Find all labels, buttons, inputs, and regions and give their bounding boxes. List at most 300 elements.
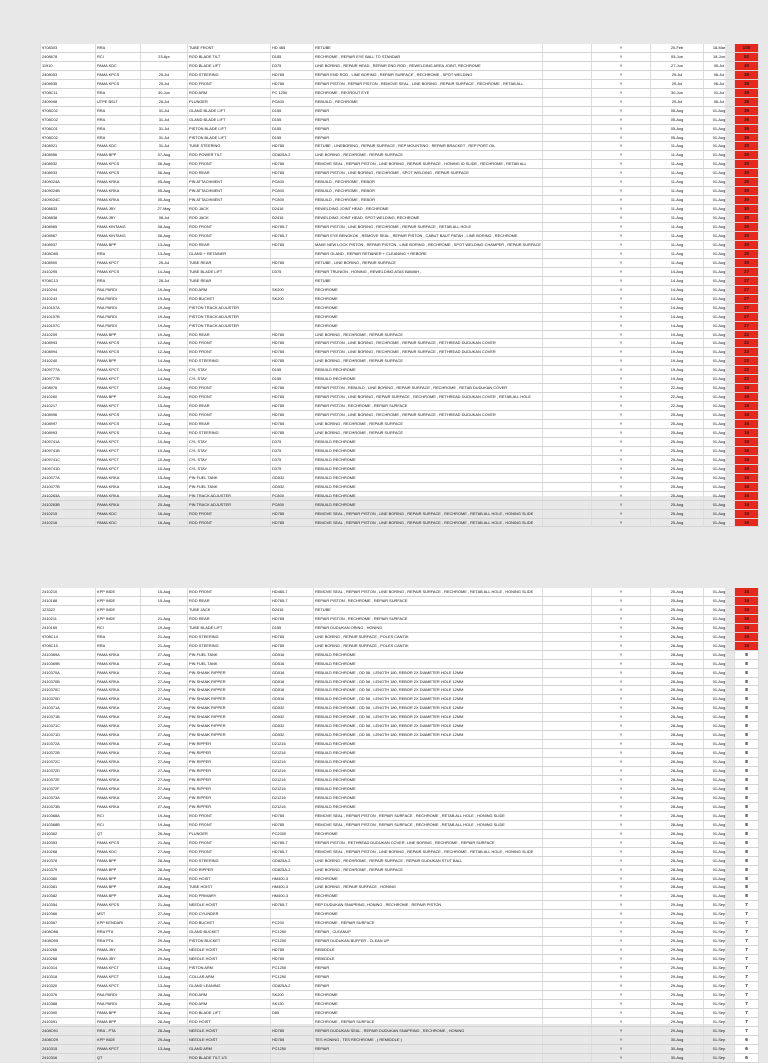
days-count-cell: 30 xyxy=(735,187,759,196)
job-description-cell: REPAIR DUDUKAN SEAL , REPAIR DUDUKAN SNAPRING , RECHROME , HONING xyxy=(314,1026,543,1035)
days-count-cell: 8 xyxy=(735,650,759,659)
plan-date-cell: 01-Aug xyxy=(704,258,735,267)
table-row xyxy=(41,464,759,473)
status-flag-cell: Y xyxy=(592,928,651,937)
status-flag-cell: Y xyxy=(592,1017,651,1026)
table-row xyxy=(41,214,759,223)
wo-number-cell: 2410188 xyxy=(41,596,96,605)
days-count-cell: 8 xyxy=(735,704,759,713)
received-date-cell: 27-Aug xyxy=(141,731,188,740)
table-row xyxy=(41,151,759,160)
wo-number-cell: 2410157C xyxy=(41,321,96,330)
received-date-cell: 19-Aug xyxy=(141,321,188,330)
part-name-cell: ROD PRIMARY xyxy=(188,892,271,901)
status-flag-cell: Y xyxy=(592,883,651,892)
part-name-cell: PIN SHANK RIPPER xyxy=(188,722,271,731)
days-count-cell: 30 xyxy=(735,214,759,223)
part-name-cell: CYL STAY xyxy=(188,437,271,446)
table-row xyxy=(41,79,759,88)
target-date-cell: 11-Aug xyxy=(651,214,704,223)
plan-date-cell: 01-Sep xyxy=(704,946,735,955)
target-date-cell: 19-Aug xyxy=(651,375,704,384)
plan-date-cell: 01-Sep xyxy=(704,1053,735,1062)
plan-date-cell: 01-Aug xyxy=(704,668,735,677)
plan-date-cell: 01-Aug xyxy=(704,874,735,883)
customer-cell: PAMA KRKA xyxy=(96,793,141,802)
job-description-cell: REPAIR PISTON , RECHROME , REPAIR SURFACE xyxy=(314,402,543,411)
status-flag-cell: Y xyxy=(592,70,651,79)
part-name-cell: TUBE BLADE LIFT xyxy=(188,623,271,632)
days-count-cell: 8 xyxy=(735,847,759,856)
wo-number-cell: 2410370A xyxy=(41,668,96,677)
notes-cell xyxy=(543,312,592,321)
status-flag-cell: Y xyxy=(592,464,651,473)
received-date-cell: 08-Aug xyxy=(141,223,188,232)
job-description-cell: REBUILD , RECHROME , REBOR xyxy=(314,178,543,187)
wo-number-cell: 2410368B xyxy=(41,820,96,829)
part-name-cell: ROD BLADE LIFT xyxy=(188,1008,271,1017)
received-date-cell: 28-Aug xyxy=(141,990,188,999)
table-row xyxy=(41,393,759,402)
target-date-cell: 05-Aug xyxy=(651,115,704,124)
target-date-cell: 28-Aug xyxy=(651,784,704,793)
days-count-cell: 8 xyxy=(735,749,759,758)
table-row xyxy=(41,1044,759,1053)
status-flag-cell: Y xyxy=(592,874,651,883)
part-name-cell: ROD FRONT xyxy=(188,160,271,169)
table-row xyxy=(41,223,759,232)
target-date-cell: 29-Jul xyxy=(651,97,704,106)
target-date-cell: 28-Aug xyxy=(651,793,704,802)
job-description-cell: REBUILD RECHROME xyxy=(314,375,543,384)
notes-cell xyxy=(543,321,592,330)
days-count-cell: 6 xyxy=(735,1053,759,1062)
table-row xyxy=(41,847,759,856)
wo-number-cell: 2408O95 xyxy=(41,937,96,946)
notes-cell xyxy=(543,437,592,446)
customer-cell: RRA - PTA xyxy=(96,1026,141,1035)
received-date-cell: 31-Jul xyxy=(141,124,188,133)
days-count-cell: 27 xyxy=(735,312,759,321)
unit-model-cell: GD532 xyxy=(271,731,314,740)
table-row xyxy=(41,428,759,437)
notes-cell xyxy=(543,240,592,249)
wo-number-cell: 2408996 xyxy=(41,411,96,420)
notes-cell xyxy=(543,856,592,865)
wo-number-cell: 2410215 xyxy=(41,509,96,518)
received-date-cell: 21-Aug xyxy=(141,901,188,910)
target-date-cell: 28-Aug xyxy=(651,659,704,668)
wo-number-cell: 2410388 xyxy=(41,999,96,1008)
wo-number-cell: 2410372F xyxy=(41,784,96,793)
plan-date-cell: 01-Aug xyxy=(704,402,735,411)
notes-cell xyxy=(543,491,592,500)
part-name-cell: PISTON BLADE LIFT xyxy=(188,124,271,133)
days-count-cell: 27 xyxy=(735,303,759,312)
plan-date-cell: 01-Aug xyxy=(704,758,735,767)
part-name-cell: ROD FRONT xyxy=(188,518,271,527)
plan-date-cell: 06-Jul xyxy=(704,97,735,106)
customer-cell: PAMA KRKA xyxy=(96,473,141,482)
plan-date-cell: 01-Aug xyxy=(704,249,735,258)
received-date-cell: 13-Aug xyxy=(141,964,188,973)
status-flag-cell: Y xyxy=(592,722,651,731)
wo-number-cell: 2409741A xyxy=(41,437,96,446)
status-flag-cell: Y xyxy=(592,232,651,241)
days-count-cell: 22 xyxy=(735,366,759,375)
table-row xyxy=(41,865,759,874)
customer-cell: PAMA KPCS xyxy=(96,901,141,910)
status-flag-cell: Y xyxy=(592,402,651,411)
notes-cell xyxy=(543,79,592,88)
wo-number-cell: 2410373A xyxy=(41,793,96,802)
wo-number-cell: 2408O29 xyxy=(41,1035,96,1044)
part-name-cell: PIN FUEL TANK xyxy=(188,650,271,659)
received-date-cell: 28-Aug xyxy=(141,856,188,865)
days-count-cell: 36 xyxy=(735,133,759,142)
job-description-cell: REBUILD RECHROME xyxy=(314,740,543,749)
wo-number-cell: 2410211 xyxy=(41,614,96,623)
days-count-cell: 8 xyxy=(735,668,759,677)
wo-number-cell: 9708C13 xyxy=(41,276,96,285)
status-flag-cell: Y xyxy=(592,981,651,990)
received-date-cell: 28-Aug xyxy=(141,1017,188,1026)
received-date-cell: 10-Aug xyxy=(141,446,188,455)
customer-cell: PAMA KPCS xyxy=(96,420,141,429)
wo-number-cell: 2410362 xyxy=(41,829,96,838)
part-name-cell: PISTON BLADE LIFT xyxy=(188,133,271,142)
customer-cell: PAMA KDC xyxy=(96,509,141,518)
job-description-cell: RECHROME xyxy=(314,312,543,321)
notes-cell xyxy=(543,205,592,214)
part-name-cell: GLAND BUCKET xyxy=(188,928,271,937)
unit-model-cell xyxy=(271,1053,314,1062)
target-date-cell: 28-Aug xyxy=(651,865,704,874)
table-row xyxy=(41,267,759,276)
status-flag-cell: Y xyxy=(592,650,651,659)
wo-number-cell: 9708C02 xyxy=(41,115,96,124)
part-name-cell: ROD HOIST xyxy=(188,1017,271,1026)
part-name-cell: ROD FRONT xyxy=(188,223,271,232)
status-flag-cell: Y xyxy=(592,793,651,802)
status-flag-cell: Y xyxy=(592,632,651,641)
part-name-cell: ROD FRONT xyxy=(188,820,271,829)
part-name-cell: ROD FRONT xyxy=(188,384,271,393)
status-flag-cell: Y xyxy=(592,52,651,61)
days-count-cell: 15 xyxy=(735,623,759,632)
customer-cell: RRA xyxy=(96,249,141,258)
unit-model-cell: D21216 xyxy=(271,776,314,785)
received-date-cell: 14-Aug xyxy=(141,384,188,393)
plan-date-cell: 01-Sep xyxy=(704,919,735,928)
days-count-cell: 8 xyxy=(735,856,759,865)
wo-number-cell: 2408053 xyxy=(41,70,96,79)
status-flag-cell: Y xyxy=(592,142,651,151)
target-date-cell: 22-Aug xyxy=(651,384,704,393)
part-name-cell: PIN SHANK RIPPER xyxy=(188,677,271,686)
unit-model-cell: PC1250 xyxy=(271,937,314,946)
table-row xyxy=(41,686,759,695)
job-description-cell: RECHROME xyxy=(314,892,543,901)
wo-number-cell: 2410263B xyxy=(41,500,96,509)
wo-number-cell: 2410244 xyxy=(41,285,96,294)
plan-date-cell: 01-Aug xyxy=(704,321,735,330)
notes-cell xyxy=(543,1053,592,1062)
wo-number-cell: 2410353 xyxy=(41,838,96,847)
table-row xyxy=(41,946,759,955)
job-description-cell: LINE BORING , RECHROME , REPAIR SURFACE xyxy=(314,357,543,366)
job-description-cell: REBIDDLE xyxy=(314,955,543,964)
days-count-cell: 30 xyxy=(735,169,759,178)
notes-cell xyxy=(543,267,592,276)
plan-date-cell: 01-Aug xyxy=(704,892,735,901)
plan-date-cell: 01-Sep xyxy=(704,999,735,1008)
table-row xyxy=(41,52,759,61)
status-flag-cell: Y xyxy=(592,79,651,88)
days-count-cell: 15 xyxy=(735,632,759,641)
received-date-cell: 25-Jul xyxy=(141,258,188,267)
target-date-cell: 19-Aug xyxy=(651,330,704,339)
part-name-cell: ROD RIPPER xyxy=(188,865,271,874)
status-flag-cell: Y xyxy=(592,999,651,1008)
days-count-cell: 8 xyxy=(735,829,759,838)
part-name-cell: ROD REAR xyxy=(188,330,271,339)
status-flag-cell: Y xyxy=(592,641,651,650)
table-row xyxy=(41,133,759,142)
work-order-table xyxy=(40,44,759,527)
target-date-cell: 28-Aug xyxy=(651,847,704,856)
job-description-cell xyxy=(314,1053,543,1062)
table-row xyxy=(41,473,759,482)
part-name-cell: TUBE FRONT xyxy=(188,44,271,52)
part-name-cell: PIN RIPPER xyxy=(188,776,271,785)
notes-cell xyxy=(543,97,592,106)
part-name-cell: TUBE JACK xyxy=(188,605,271,614)
job-description-cell: REPAIR xyxy=(314,106,543,115)
status-flag-cell: Y xyxy=(592,820,651,829)
target-date-cell: 11-Aug xyxy=(651,249,704,258)
customer-cell: RRA xyxy=(96,44,141,52)
table-row xyxy=(41,829,759,838)
received-date-cell: 29-Aug xyxy=(141,946,188,955)
job-description-cell: REBUILD RECHROME , OD 56 , LENGTH 180, REBOR 2X DIAMETER HOLE 12MM xyxy=(314,686,543,695)
part-name-cell: ROD ARM xyxy=(188,88,271,97)
customer-cell: PAA PARDI xyxy=(96,999,141,1008)
target-date-cell: 29-Aug xyxy=(651,990,704,999)
received-date-cell: 29-Aug xyxy=(141,1035,188,1044)
job-description-cell: REBUILD RECHROME xyxy=(314,793,543,802)
wo-number-cell: 2410315 xyxy=(41,1044,96,1053)
status-flag-cell: Y xyxy=(592,393,651,402)
table-row xyxy=(41,420,759,429)
job-description-cell: REBUILD RECHROME xyxy=(314,650,543,659)
wo-number-cell: 2410368A xyxy=(41,811,96,820)
days-count-cell: 16 xyxy=(735,596,759,605)
part-name-cell: TUBE REAR xyxy=(188,258,271,267)
plan-date-cell: 01-Aug xyxy=(704,802,735,811)
target-date-cell: 25-Aug xyxy=(651,473,704,482)
notes-cell xyxy=(543,500,592,509)
plan-date-cell: 01-Aug xyxy=(704,160,735,169)
wo-number-cell: 2408965 xyxy=(41,223,96,232)
notes-cell xyxy=(543,713,592,722)
plan-date-cell: 01-Aug xyxy=(704,623,735,632)
unit-model-cell: PC800 xyxy=(271,97,314,106)
days-count-cell: 8 xyxy=(735,740,759,749)
status-flag-cell: Y xyxy=(592,865,651,874)
job-description-cell: REBIDDLE xyxy=(314,946,543,955)
days-count-cell: 16 xyxy=(735,464,759,473)
target-date-cell: 25-Aug xyxy=(651,482,704,491)
unit-model-cell: HD 465 xyxy=(271,44,314,52)
notes-cell xyxy=(543,420,592,429)
job-description-cell: REPAIR xyxy=(314,1044,543,1053)
wo-number-cell: 9708C01 xyxy=(41,124,96,133)
plan-date-cell: 01-Sep xyxy=(704,910,735,919)
plan-date-cell: 05-Jul xyxy=(704,61,735,70)
target-date-cell: 28-Aug xyxy=(651,749,704,758)
target-date-cell: 11-Aug xyxy=(651,160,704,169)
unit-model-cell: GD516 xyxy=(271,686,314,695)
received-date-cell: 19-Aug xyxy=(141,330,188,339)
customer-cell: PAA PARDI xyxy=(96,990,141,999)
received-date-cell: 27-Aug xyxy=(141,802,188,811)
part-name-cell: GLAND + RETAINER xyxy=(188,249,271,258)
status-flag-cell: Y xyxy=(592,964,651,973)
unit-model-cell xyxy=(271,321,314,330)
wo-number-cell: 2408994 xyxy=(41,348,96,357)
plan-date-cell: 01-Aug xyxy=(704,420,735,429)
wo-number-cell: 2408O86 xyxy=(41,928,96,937)
received-date-cell: 19-Aug xyxy=(141,811,188,820)
job-description-cell: RECHROME xyxy=(314,294,543,303)
days-count-cell: 16 xyxy=(735,491,759,500)
days-count-cell: 8 xyxy=(735,892,759,901)
days-count-cell: 7 xyxy=(735,937,759,946)
customer-cell: RRA xyxy=(96,88,141,97)
notes-cell xyxy=(543,695,592,704)
unit-model-cell: HD785-7 xyxy=(271,901,314,910)
customer-cell: PAMA KRKA xyxy=(96,731,141,740)
unit-model-cell: PC800 xyxy=(271,491,314,500)
customer-cell: PAMA KRKA xyxy=(96,686,141,695)
customer-cell: PAA PARDI xyxy=(96,303,141,312)
target-date-cell: 28-Aug xyxy=(651,838,704,847)
status-flag-cell: Y xyxy=(592,749,651,758)
status-flag-cell: Y xyxy=(592,294,651,303)
table-row xyxy=(41,402,759,411)
job-description-cell: REPAIR xyxy=(314,972,543,981)
unit-model-cell: GD516 xyxy=(271,677,314,686)
received-date-cell: 12-Aug xyxy=(141,420,188,429)
received-date-cell: 05-Aug xyxy=(141,196,188,205)
wo-number-cell: 2409741D xyxy=(41,464,96,473)
unit-model-cell: HD785 xyxy=(271,258,314,267)
status-flag-cell: Y xyxy=(592,892,651,901)
job-description-cell: REPAIR xyxy=(314,115,543,124)
unit-model-cell: D155 xyxy=(271,375,314,384)
status-flag-cell: Y xyxy=(592,919,651,928)
unit-model-cell: D155 xyxy=(271,623,314,632)
days-count-cell: 19 xyxy=(735,393,759,402)
table-row xyxy=(41,776,759,785)
notes-cell xyxy=(543,187,592,196)
unit-model-cell: HD785 xyxy=(271,820,314,829)
target-date-cell: 29-Aug xyxy=(651,964,704,973)
table-row xyxy=(41,1026,759,1035)
job-description-cell: REBUILD RECHROME xyxy=(314,500,543,509)
job-description-cell: LINE BORING , RECHROME , REPAIR SURFACE xyxy=(314,420,543,429)
unit-model-cell: D21216 xyxy=(271,784,314,793)
days-count-cell: 16 xyxy=(735,614,759,623)
unit-model-cell: D155 xyxy=(271,52,314,61)
part-name-cell: TUBE BLADE LIFT xyxy=(188,267,271,276)
received-date-cell: 06-Aug xyxy=(141,169,188,178)
customer-cell: PAMA JBY xyxy=(96,946,141,955)
received-date-cell: 12-Aug xyxy=(141,411,188,420)
unit-model-cell: GD825A-2 xyxy=(271,856,314,865)
table-row xyxy=(41,704,759,713)
wo-number-cell: 2410369B xyxy=(41,659,96,668)
part-name-cell: ROD REAR xyxy=(188,614,271,623)
wo-number-cell: 2410367 xyxy=(41,919,96,928)
received-date-cell: 14-Aug xyxy=(141,366,188,375)
status-flag-cell: Y xyxy=(592,1035,651,1044)
plan-date-cell: 01-Aug xyxy=(704,838,735,847)
status-flag-cell: Y xyxy=(592,124,651,133)
target-date-cell: 28-Aug xyxy=(651,883,704,892)
days-count-cell: 8 xyxy=(735,811,759,820)
table-row xyxy=(41,999,759,1008)
job-description-cell: TES HONING , TES RECHROME , ( REMIDDLE ) xyxy=(314,1035,543,1044)
table-row xyxy=(41,650,759,659)
table-row xyxy=(41,820,759,829)
notes-cell xyxy=(543,473,592,482)
days-count-cell: 8 xyxy=(735,758,759,767)
table-row xyxy=(41,892,759,901)
days-count-cell: 30 xyxy=(735,196,759,205)
unit-model-cell: HD785 xyxy=(271,946,314,955)
days-count-cell: 7 xyxy=(735,1026,759,1035)
job-description-cell: REBUILD RECHROME xyxy=(314,464,543,473)
table-row xyxy=(41,910,759,919)
job-description-cell: REBUILD , RECHROME , REBOR xyxy=(314,187,543,196)
table-row xyxy=(41,205,759,214)
report-page-1 xyxy=(40,44,751,525)
job-description-cell: REWELDING JOINT HEAD, SPOT WELDING, RECHROME xyxy=(314,214,543,223)
plan-date-cell: 01-Aug xyxy=(704,704,735,713)
part-name-cell: PIN RIPPER xyxy=(188,784,271,793)
received-date-cell: 21-Aug xyxy=(141,632,188,641)
plan-date-cell: 01-Aug xyxy=(704,820,735,829)
received-date-cell: 15-Aug xyxy=(141,402,188,411)
job-description-cell: REBUILD RECHROME , OD 56 , LENGTH 180, REBOR 2X DIAMETER HOLE 12MM xyxy=(314,668,543,677)
plan-date-cell: 01-Aug xyxy=(704,776,735,785)
notes-cell xyxy=(543,767,592,776)
table-row xyxy=(41,793,759,802)
received-date-cell: 29-Aug xyxy=(141,955,188,964)
wo-number-cell: 2410391 xyxy=(41,1017,96,1026)
unit-model-cell: D21216 xyxy=(271,758,314,767)
status-flag-cell: Y xyxy=(592,937,651,946)
notes-cell xyxy=(543,124,592,133)
customer-cell: PAMA JBY xyxy=(96,214,141,223)
received-date-cell: 31-Jul xyxy=(141,133,188,142)
plan-date-cell: 01-Sep xyxy=(704,1035,735,1044)
job-description-cell: REPAIR PISTON , LINE BORING , RECHROME , REPAIR SURFACE , RETHREAD DUDUKAN COVER xyxy=(314,348,543,357)
target-date-cell: 19-Aug xyxy=(651,339,704,348)
status-flag-cell: Y xyxy=(592,596,651,605)
